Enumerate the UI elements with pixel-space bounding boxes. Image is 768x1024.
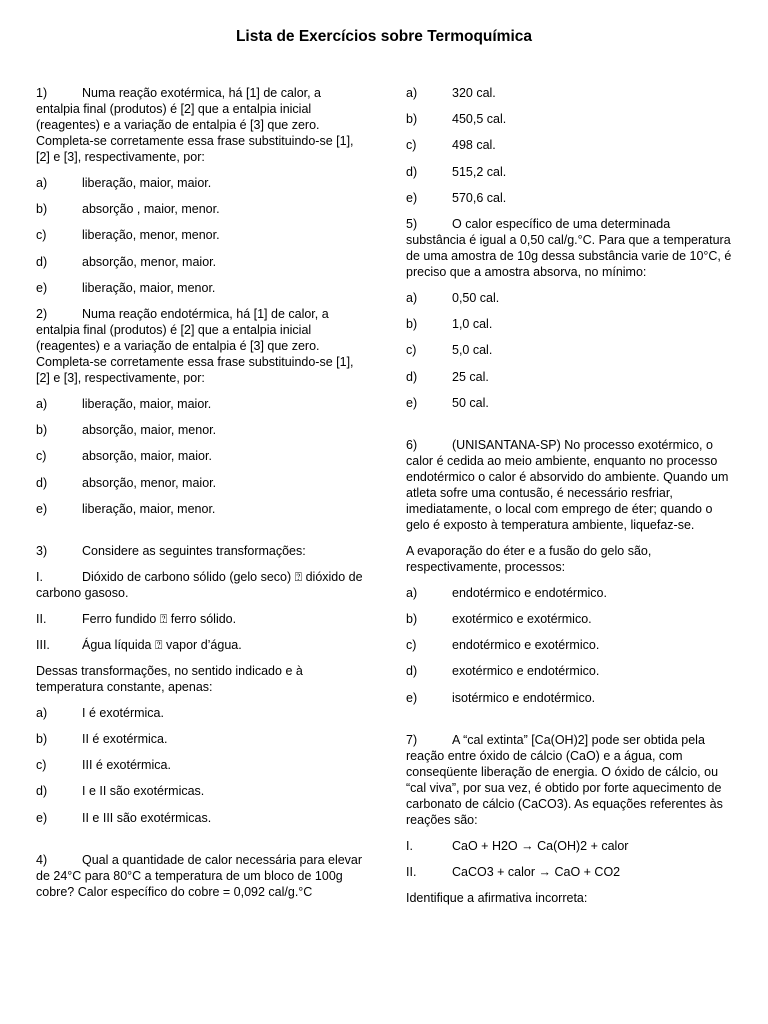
question-number: 6) bbox=[406, 437, 418, 452]
option-b: b) absorção , maior, menor. bbox=[36, 202, 220, 217]
question-number: 1) bbox=[36, 86, 48, 100]
option-e: e) 570,6 cal. bbox=[406, 190, 507, 205]
question-3 bbox=[36, 543, 366, 559]
document-title: Lista de Exercícios sobre Termoquímica bbox=[235, 28, 533, 45]
option-e: e) liberação, maior, menor. bbox=[36, 280, 216, 295]
option-c: c) liberação, menor, menor. bbox=[36, 228, 220, 243]
option-c: c) absorção, maior, maior. bbox=[36, 449, 212, 464]
question-text: Numa reação exotérmica, há [1] de calor, a entalpia final (produtos) é [2] que a entalpia inicial (reagentes) e a variação de entalpia é [3] que zero. Completa-se corretamente essa frase substituindo-se [1], [2] e [3], respectivamente, por: bbox=[36, 86, 354, 164]
option-e: e) isotérmico e endotérmico. bbox=[406, 690, 596, 705]
transformation-1: I. Dióxido de carbono sólido (gelo seco) ⍰ dióxido de carbono gasoso. bbox=[36, 569, 363, 600]
option-a: a) 0,50 cal. bbox=[406, 290, 500, 305]
option-c: c) III é exotérmica. bbox=[36, 758, 171, 773]
question-text: A “cal extinta” [Ca(OH)2] pode ser obtida pela reação entre óxido de cálcio (CaO) e a água, com conseqüente liberação de energia. O óxido de cálcio, ou “cal viva”, por sua vez, é obtido por forte aquecimento de carbonato de cálcio (CaCO3). As equações referentes às reações são: bbox=[406, 732, 723, 827]
question-6 bbox=[406, 437, 732, 533]
right-column bbox=[406, 85, 732, 916]
question-5 bbox=[406, 216, 732, 280]
question-number: 4) bbox=[36, 852, 48, 867]
question-text: Numa reação endotérmica, há [1] de calor, a entalpia final (produtos) é [2] que a entalpia inicial (reagentes) e a variação de entalpia é [3] que zero. Completa-se corretamente essa frase substituindo-se [1], [2] e [3], respectivamente, por: bbox=[36, 306, 354, 385]
question-4 bbox=[36, 852, 366, 900]
option-b: b) exotérmico e exotérmico. bbox=[406, 612, 592, 627]
option-c: c) 498 cal. bbox=[406, 138, 496, 153]
question-text: O calor específico de uma determinada substância é igual a 0,50 cal/g.°C. Para que a temperatura de uma amostra de 10g dessa substância varie de 10°C, é preciso que a amostra absorva, no mínimo: bbox=[406, 216, 732, 279]
option-b: b) II é exotérmica. bbox=[36, 732, 168, 747]
option-b: b) absorção, maior, menor. bbox=[36, 423, 217, 438]
question-stem: A evaporação do éter e a fusão do gelo são, respectivamente, processos: bbox=[406, 543, 652, 574]
transformation-3: III. Água líquida ⍰ vapor d’água. bbox=[36, 637, 242, 652]
question-text: (UNISANTANA-SP) No processo exotérmico, o calor é cedida ao meio ambiente, enquanto no processo endotérmico o calor é absorvido do ambiente. Quando um atleta sofre uma contusão, é necessário resfriar, imediatamente, o local com emprego de éter; quando o gelo é exposto à temperatura ambiente, liquefaz-se. bbox=[406, 437, 729, 532]
option-d: d) absorção, menor, maior. bbox=[36, 475, 217, 490]
option-a: a) 320 cal. bbox=[406, 86, 496, 100]
question-text: Qual a quantidade de calor necessária para elevar de 24°C para 80°C a temperatura de um bloco de 100g cobre? Calor específico do cobre = 0,092 cal/g.°C bbox=[36, 852, 363, 899]
question-number: 5) bbox=[406, 216, 418, 231]
option-b: b) 450,5 cal. bbox=[406, 112, 507, 127]
option-d: d) 515,2 cal. bbox=[406, 164, 507, 179]
spacer bbox=[36, 836, 366, 852]
spacer bbox=[406, 421, 732, 437]
option-a: a) liberação, maior, maior. bbox=[36, 176, 212, 190]
question-stem: Identifique a afirmativa incorreta: bbox=[406, 890, 588, 905]
option-a: a) liberação, maior, maior. bbox=[36, 396, 212, 411]
option-c: c) 5,0 cal. bbox=[406, 343, 493, 358]
option-a: a) endotérmico e endotérmico. bbox=[406, 585, 607, 600]
left-column bbox=[36, 85, 366, 910]
option-d: d) absorção, menor, maior. bbox=[36, 254, 217, 269]
question-2 bbox=[36, 306, 366, 386]
option-d: d) exotérmico e endotérmico. bbox=[406, 664, 600, 679]
option-e: e) liberação, maior, menor. bbox=[36, 501, 216, 516]
option-d: d) 25 cal. bbox=[406, 369, 489, 384]
question-7 bbox=[406, 732, 732, 828]
equation-2: II. CaCO3 + calor → CaO + CO2 bbox=[406, 864, 621, 879]
question-1 bbox=[36, 85, 366, 165]
option-a: a) I é exotérmica. bbox=[36, 705, 164, 720]
transformation-2: II. Ferro fundido ⍰ ferro sólido. bbox=[36, 611, 237, 626]
option-e: e) 50 cal. bbox=[406, 395, 489, 410]
option-c: c) endotérmico e exotérmico. bbox=[406, 638, 600, 653]
equation-1: I. CaO + H2O → Ca(OH)2 + calor bbox=[406, 838, 629, 853]
question-number: 2) bbox=[36, 306, 48, 321]
question-text: Considere as seguintes transformações: bbox=[82, 543, 306, 558]
question-stem: Dessas transformações, no sentido indicado e à temperatura constante, apenas: bbox=[36, 663, 303, 694]
option-b: b) 1,0 cal. bbox=[406, 317, 493, 332]
question-number: 7) bbox=[406, 732, 418, 747]
spacer bbox=[406, 716, 732, 732]
question-number: 3) bbox=[36, 543, 48, 558]
spacer bbox=[36, 527, 366, 543]
option-e: e) II e III são exotérmicas. bbox=[36, 810, 212, 825]
option-d: d) I e II são exotérmicas. bbox=[36, 784, 205, 799]
